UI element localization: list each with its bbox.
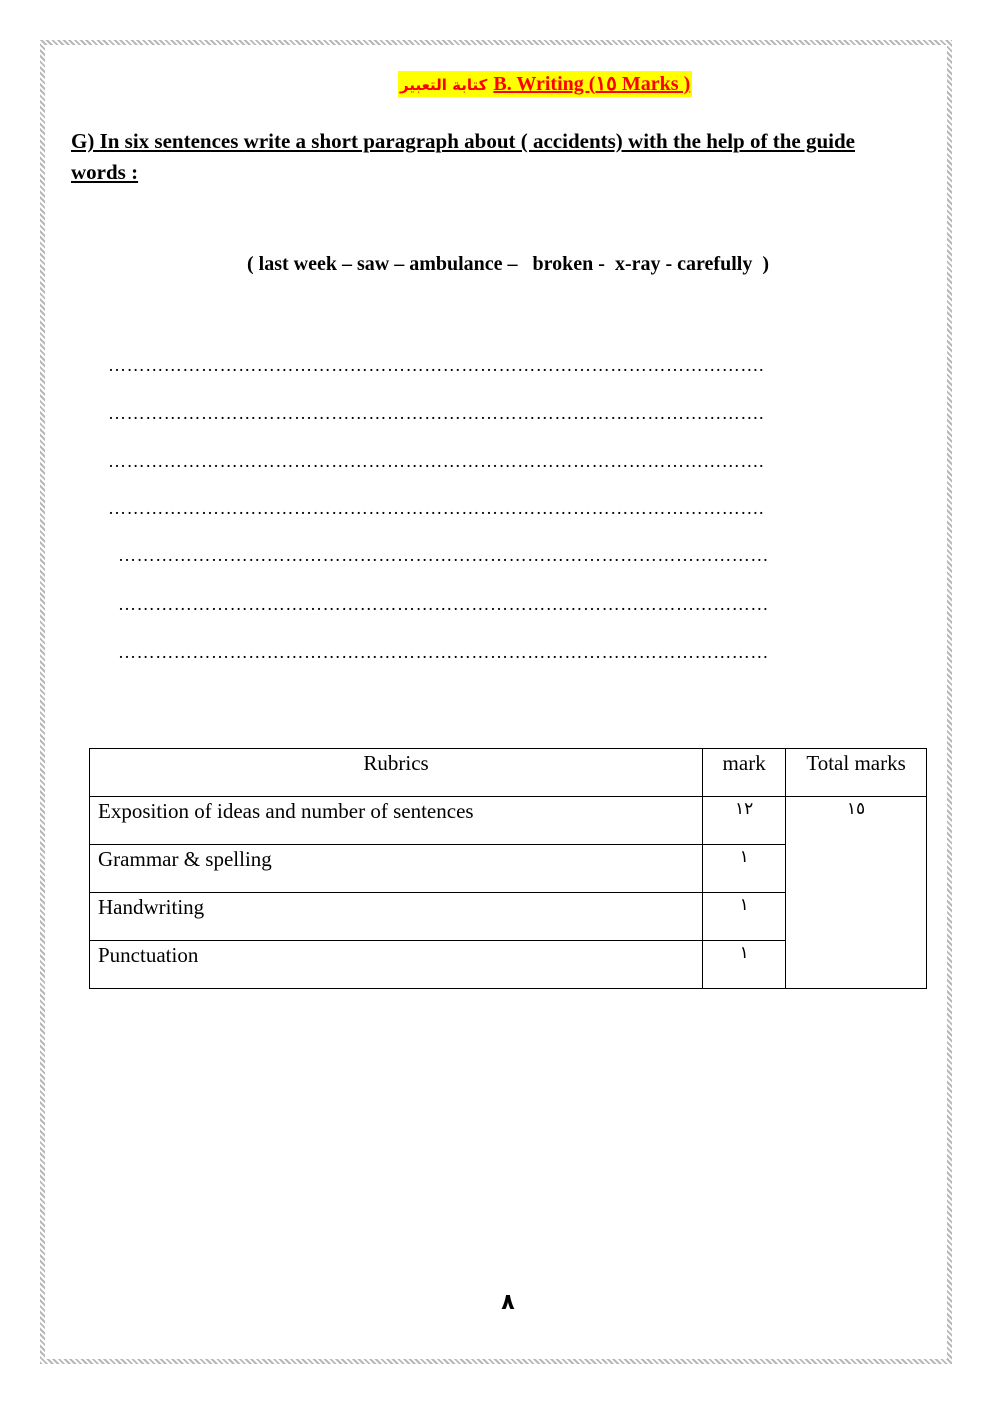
table-row — [90, 797, 927, 845]
header-rubrics: Rubrics — [90, 749, 703, 797]
rubric-header-row — [90, 749, 927, 797]
guide-words: ( last week – saw – ambulance – broken - x-ray - carefully ) — [247, 253, 769, 275]
heading-english: B. Writing (١٥ Marks ) — [493, 73, 691, 95]
header-total: Total marks — [786, 749, 927, 797]
page-border — [40, 40, 952, 1364]
rubric-cell: Exposition of ideas and number of sentences — [90, 797, 703, 845]
heading-arabic: كتابة التعبير — [400, 76, 488, 94]
header-mark: mark — [703, 749, 786, 797]
answer-line[interactable]: …………………………………………………………………………………………… — [118, 545, 769, 565]
mark-cell: ١ — [703, 845, 786, 893]
rubric-cell: Handwriting — [90, 893, 703, 941]
answer-line[interactable]: …………………………………………………………………………………………… — [118, 642, 769, 662]
rubric-table — [89, 748, 927, 989]
answer-line[interactable]: ……………………………………………………………………………………………. — [108, 355, 765, 375]
answer-line[interactable]: ……………………………………………………………………………………………. — [108, 451, 765, 471]
section-heading — [398, 71, 692, 97]
mark-cell: ١٢ — [703, 797, 786, 845]
total-cell: ١٥ — [786, 797, 927, 989]
answer-line[interactable]: …………………………………………………………………………………………… — [118, 594, 769, 614]
page-number: ٨ — [501, 1290, 515, 1315]
answer-line[interactable]: ……………………………………………………………………………………………. — [108, 403, 765, 423]
mark-cell: ١ — [703, 941, 786, 989]
question-prompt: G) In six sentences write a short paragraph about ( accidents) with the help of the guide words : — [71, 129, 855, 184]
rubric-cell: Punctuation — [90, 941, 703, 989]
answer-line[interactable]: ……………………………………………………………………………………………. — [108, 498, 765, 518]
rubric-cell: Grammar & spelling — [90, 845, 703, 893]
mark-cell: ١ — [703, 893, 786, 941]
